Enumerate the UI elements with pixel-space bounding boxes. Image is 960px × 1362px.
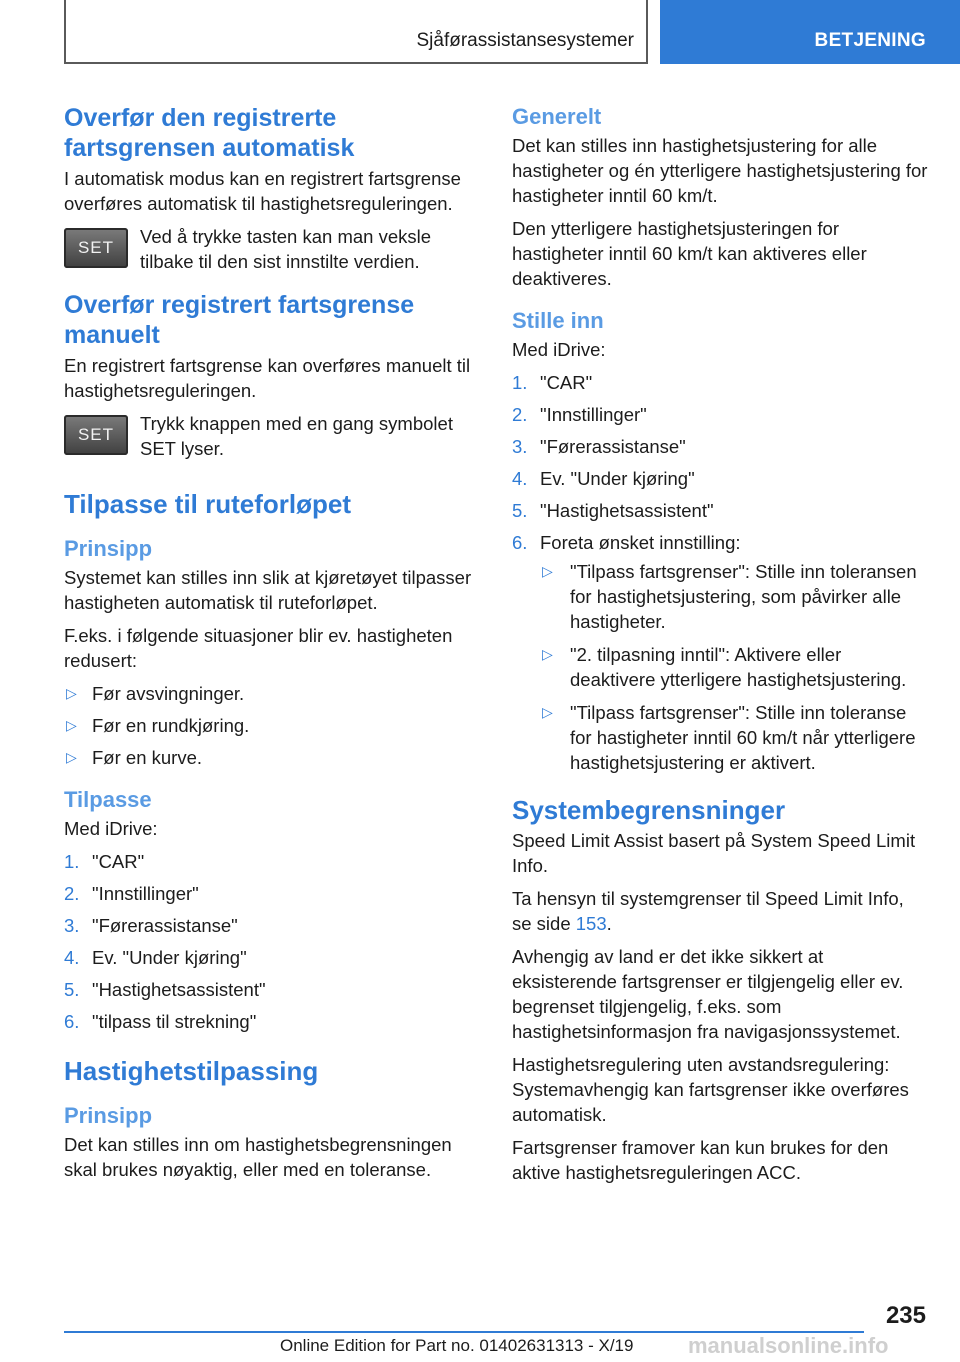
heading-principle-2: Prinsipp xyxy=(64,1103,153,1128)
set-button-row-manual xyxy=(64,411,480,463)
set-button-icon xyxy=(64,228,128,268)
triangle-bullet-icon: ▷ xyxy=(66,685,77,701)
triangle-bullet-icon: ▷ xyxy=(542,704,553,720)
text-auto-button: Ved å trykke tasten kan man veksle tilbake til den sist innstilte verdien. xyxy=(140,226,432,272)
text-limits-1: Speed Limit Assist basert på System Speed Limit Info. xyxy=(512,830,916,876)
text-speed-adaptation: Det kan stilles inn om hastighetsbegrensningen skal brukes nøyaktig, eller med en toleranse. xyxy=(64,1134,452,1180)
list-item: 1. "CAR" xyxy=(64,851,145,872)
text-limits-5: Fartsgrenser framover kan kun brukes for den aktive hastighetsreguleringen ACC. xyxy=(512,1137,889,1183)
header-chapter-box xyxy=(660,0,960,64)
left-column xyxy=(64,103,480,1190)
heading-system-limits: Systembegrensninger xyxy=(512,795,786,825)
list-item: ▷ "Tilpass fartsgrenser": Stille inn toleranse for hastigheter inntil 60 km/t når ytterligere hastighetsjustering er aktivert. xyxy=(542,702,916,773)
heading-general: Generelt xyxy=(512,104,602,129)
list-item: ▷ "Tilpass fartsgrenser": Stille inn toleransen for hastighetsjustering, som påvirker alle hastigheter. xyxy=(542,561,917,632)
list-item: 5. "Hastighetsassistent" xyxy=(64,979,266,1000)
text-limits-3: Avhengig av land er det ikke sikkert at eksisterende fartsgrenser er tilgjengelig eller ev. begrenset tilgjengelig, f.eks. som hastighetsinformasjon fra navigasjonssystemet. xyxy=(512,946,904,1042)
heading-adjust: Tilpasse xyxy=(64,787,152,812)
set-button-label: SET xyxy=(77,238,115,257)
bullet-list xyxy=(64,681,480,770)
triangle-bullet-icon: ▷ xyxy=(66,749,77,765)
triangle-bullet-icon: ▷ xyxy=(66,717,77,733)
list-item: ▷ "2. tilpasning inntil": Aktivere eller deaktivere ytterligere hastighetsjustering. xyxy=(542,644,907,690)
text-general-1: Det kan stilles inn hastighetsjustering for alle hastigheter og én ytterligere hastighetsjustering for hastigheter inntil 60 km/t. xyxy=(512,135,928,206)
list-item: ▷ Før en rundkjøring. xyxy=(66,715,250,736)
text-auto-transfer: I automatisk modus kan en registrert fartsgrense overføres automatisk til hastighetsreguleringen. xyxy=(64,168,461,214)
text-idrive: Med iDrive: xyxy=(512,339,606,360)
list-item: 4. Ev. "Under kjøring" xyxy=(64,947,247,968)
text-manual-transfer: En registrert fartsgrense kan overføres manuelt til hastighetsreguleringen. xyxy=(64,355,471,401)
header-section-box xyxy=(64,0,648,64)
set-button-icon xyxy=(64,415,128,455)
list-item: 1. "CAR" xyxy=(512,372,593,393)
list-item: ▷ Før avsvingninger. xyxy=(66,683,245,704)
triangle-bullet-icon: ▷ xyxy=(542,563,553,579)
heading-route-adaptation: Tilpasse til ruteforløpet xyxy=(64,489,352,519)
list-item: 3. "Førerassistanse" xyxy=(512,436,686,457)
header-chapter-title: BETJENING xyxy=(814,30,926,51)
list-item: 2. "Innstillinger" xyxy=(64,883,199,904)
list-item: 3. "Førerassistanse" xyxy=(64,915,238,936)
text-principle-2: F.eks. i følgende situasjoner blir ev. hastigheten redusert: xyxy=(64,625,453,671)
header-section-title: Sjåførassistansesystemer xyxy=(416,30,634,51)
heading-principle: Prinsipp xyxy=(64,536,153,561)
list-item: 2. "Innstillinger" xyxy=(512,404,647,425)
list-item: 6. "tilpass til strekning" xyxy=(64,1011,257,1032)
text-limits-4: Hastighetsregulering uten avstandsregulering: Systemavhengig kan fartsgrenser ikke overføres automatisk. xyxy=(512,1054,909,1125)
heading-speed-adaptation: Hastighetstilpassing xyxy=(64,1056,319,1086)
text-principle-1: Systemet kan stilles inn slik at kjøretøyet tilpasser hastigheten automatisk til ruteforløpet. xyxy=(64,567,472,613)
text-manual-button: Trykk knappen med en gang symbolet SET lyser. xyxy=(140,413,453,459)
heading-auto-transfer: Overfør den registrerte fartsgrensen automatisk xyxy=(64,104,355,162)
triangle-bullet-icon: ▷ xyxy=(542,646,553,662)
right-column xyxy=(512,103,928,1193)
page-number: 235 xyxy=(885,1302,926,1329)
list-item: 5. "Hastighetsassistent" xyxy=(512,500,714,521)
watermark: manualsonline.info xyxy=(688,1333,889,1358)
heading-setup: Stille inn xyxy=(512,308,604,333)
set-button-row-auto xyxy=(64,224,480,276)
heading-manual-transfer: Overfør registrert fartsgrense manuelt xyxy=(64,291,415,349)
page-link[interactable]: 153 xyxy=(575,913,607,934)
list-item: 4. Ev. "Under kjøring" xyxy=(512,468,695,489)
sub-options-list xyxy=(540,559,928,775)
footer-edition: Online Edition for Part no. 01402631313 - X/19 xyxy=(280,1336,634,1355)
list-item: ▷ Før en kurve. xyxy=(66,747,202,768)
text-general-2: Den ytterligere hastighetsjusteringen for hastigheter inntil 60 km/t kan aktiveres eller deaktiveres. xyxy=(512,218,867,289)
list-item: 6. Foreta ønsket innstilling: ▷ "Tilpass fartsgrenser": Stille inn toleransen for hastighetsjustering, som påvirker alle hastigheter. ▷ "2. tilpasning inntil": Aktivere eller deaktivere ytterligere hastighetsjustering. ▷ "Tilpass fartsgrenser": Stille inn toleranse for hastigheter inntil 60 km/t når ytterligere hastighetsjustering er aktivert. xyxy=(512,530,928,775)
text-idrive: Med iDrive: xyxy=(64,818,158,839)
steps-list xyxy=(64,849,480,1034)
text-limits-2: Ta hensyn til systemgrenser til Speed Limit Info, se side 153. xyxy=(512,888,904,934)
steps-list xyxy=(512,370,928,775)
set-button-label: SET xyxy=(77,425,115,444)
